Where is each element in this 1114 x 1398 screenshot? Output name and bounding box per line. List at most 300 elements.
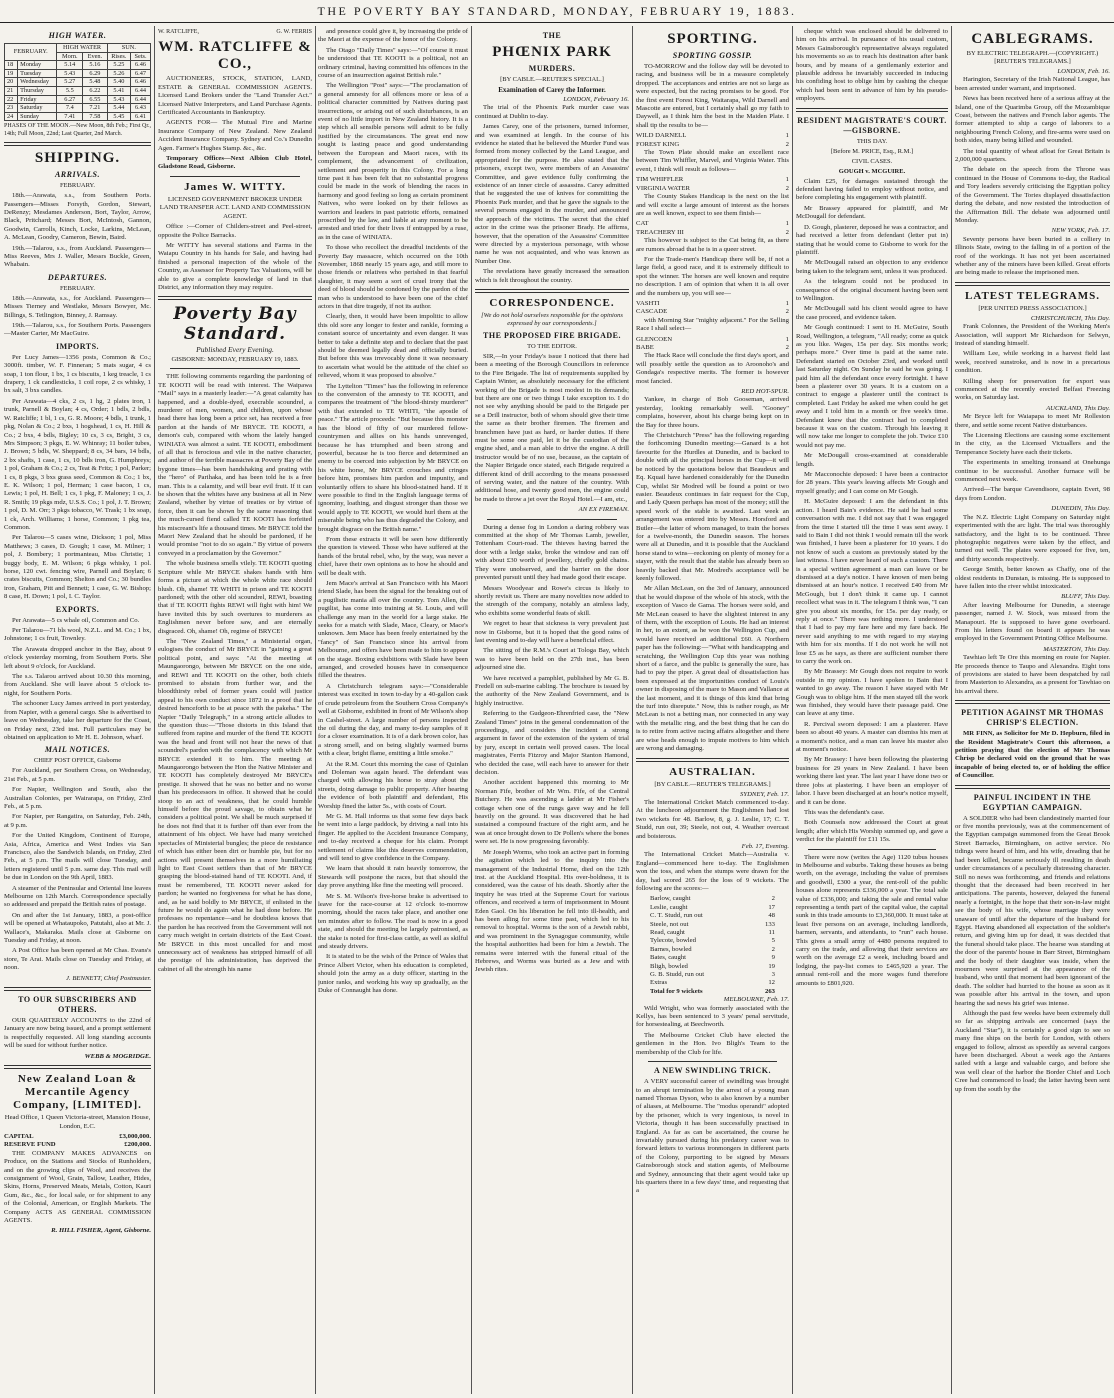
divider: [4, 142, 151, 146]
tide-cell: 7.58: [83, 112, 107, 121]
news-paragraph: Referring to the Gudgeon-Ehrenfried case, the "New Zealand Times" joins in the general condemnation of the proceedings, and considers the incident a strong argument in favor of the extension of the system of trial by jury, except in certain well proved cases. The local magistrates, Ferris Fitzroy and Major Stanton Hamond, who decided the case, will each have to answer for their decision.: [475, 710, 629, 777]
divider: [487, 519, 617, 520]
leader-paragraph: It is stated to be the wish of the Prince of Wales that Prince Albert Victor, when his education is completed, should join the army as a duty officer, starting in the junior ranks, and working his way up gradually, as the Duke of Connaught has done.: [318, 953, 468, 995]
news-paragraph: We have received a pamphlet, published by Mr G. B. Fredell on sub-marine cabling. The brochure is issued by the authority of the New Zealand Government, and is highly instructive.: [475, 674, 629, 707]
phoenix-byline: [BY CABLE.—REUTER'S SPECIAL.]: [500, 76, 604, 83]
subscribers-heading: TO OUR SUBSCRIBERS AND OTHERS.: [18, 995, 137, 1015]
divider: [475, 289, 629, 293]
tip-value: 1: [785, 335, 789, 343]
tide-col-head: Even.: [83, 52, 107, 61]
editorial-continued: [318, 28, 468, 996]
tide-group: HIGH WATER: [57, 44, 107, 53]
tide-row: [5, 61, 151, 70]
court-paragraph: Mr Brassey appeared for plaintiff, and Mr McDougall for defendant.: [796, 204, 948, 221]
correspondence-note: [We do not hold ourselves responsible for the opinions expressed by our correspondents.]: [481, 311, 623, 327]
import-entry: Per Arawata—4 cks, 2 cs, 1 hg, 2 plates iron, 1 trunk, Parnell & Boylan; 4 cs, Order; 1 bdls, 2 bdls, W. Ratcliffe; 1 bl, 1 cs, G. R. Moore; 4 bdls, 1 trunk, 1 pkg, Nolan & Co.; 2 bxs, 1 hogshead, 1 cs, H. Hill & Co.; 2 bxs, 4 bdls, Bigley; 10 cs, 3 cs, Bright, 3 cs, Mrs Simpson; 3 pkgs, E. W. Whinray; 11 boiler tubes, J. Brown; 5 bdls, W. Sheppard; 8 cs, 34 bars, 14 bdls, 2 bx shafts, 1 case, 1 cs, 10 bdls iron, G. Humphreys; 1 pol, Graham & Co.; 2 cs, Teat & Fritz; 1 pol, Parker; 1 cs, 8 pkgs, 3 bxs grass seed, Common & Co.; 1 bx, E. K. Wilson; 1 pol, Herman; 1 case bacon, 1 cs, Lewis; 1 pol, H. Bell; 1 cs, 1 pkg, F. Maloney; 1 cs, J. R. Smith; 19 pkgs mdz, U.S.S. Co.; 1 pol, J. T. Brown; 1 pol, D. M. Orr; 3 pkgs tobacco, W. Trask; 1 bx soap, 1 ck, Arch. Williams; 1 horse, Common; 1 pkg tea, Common.: [4, 397, 151, 531]
tip-list: [636, 300, 789, 317]
letter-signature: AN EX FIREMAN.: [578, 506, 629, 514]
divider: [4, 1065, 151, 1069]
letter-to-editor: TO THE EDITOR.: [527, 342, 577, 350]
tide-col-head: Morn.: [57, 52, 83, 61]
telegram-text: The experiments in smelting ironsand at Onehunga continue to be successful. Another furnace will be commenced next week.: [955, 459, 1110, 484]
ratcliffe-office: Temporary Offices—Next Albion Club Hotel, Gladstone Road, Gisborne.: [158, 155, 312, 171]
cable-text: The total quantity of wheat afloat for Great Britain is 2,000,000 quarters.: [955, 147, 1110, 164]
arrivals-list: [4, 192, 151, 270]
tide-cell: 6.47: [131, 69, 151, 78]
gossip-paragraph: The Town Plate should make an excellent race between Tim Whiffler, Marvel, and Virginia Water. This event, I think will result as follows—: [636, 149, 789, 173]
telegram-text: The Licensing Elections are causing some excitement in the city, as the Licensed Victuallers and the Temperance Society have each their tickets.: [955, 432, 1110, 456]
telegram-dateline: CHRISTCHURCH, This Day.: [1030, 314, 1110, 322]
leader-paragraph: THE following comments regarding the pardoning of TE KOOTI will be read with interest. The Waipawa "Mail" says in a masterly leader:—"A great calamity has happened, and a double-dyed, execrable scoundrel, a murderer of men, women, and children, upon whose head there has long been a price set, has received a free pardon at the hands of Mr BRYCE. TE KOOTI, a demon's cub, compared with whom the lately hanged WINIATA was almost a saint. TE KOOTI, embodiment of all that is ferocious and vile in the native character, and author of the terrible massacres at Poverty Bay of the bygone times—has been handshaking and prating with the "hero" of Parihaka, and has been told he is a free man. This is a calamity, and will bear evil fruit. If it can be shown that the whites have any business at all in New Zealand, whether by virtue of treaties or by virtue of force, then it can be shown by the same reasoning that the much-cursed fiend called TE KOOTI has forfeited his miscreant's life a thousand times. Mr BRYCE told the Maori New Zealand that he should be pardoned, if he would promise "not to do so again." By virtue of powers conveyed in a proclamation by the Governor.": [158, 373, 312, 557]
rm-day: THIS DAY.: [856, 137, 888, 145]
subscribers-notice: OUR QUARTERLY ACCOUNTS to the 22nd of January are now being issued, and a prompt settlement is respectfully requested. All long standing accounts will be sued for without further notice.: [4, 1017, 151, 1050]
tide-cell: 5.26: [107, 69, 131, 78]
cablegrams-list: [955, 68, 1110, 278]
telegram-dateline: AUCKLAND, This Day.: [1046, 404, 1110, 412]
rm-before: [Before M. PRICE, Esq., R.M.]: [830, 147, 914, 155]
sport-paragraph: The Christchurch "Press" has the following regarding the forthcoming Dunedin meeting:—Ganard is a hot favourite for the Hurdles at Dunedin, and is backed to double with all the principal horses in the Cup—it will be noticed by the quotations below that Beaudeux and Eq. Kquail have hardened considerably for the Dunedin Cup, whilst Sir Modred will be found a point or two easier. Beaudeux continues in fair request for the Cup, and Lady Queen perhaps has most of the money; still the speed work of the stable is awaited. Last week an arrangement was entered into by Messrs. Horsford and Butler—the latter of whom managed, to train the horses for a twelve-month, the Dunedin season. The horses were all at Dunedin, and it is possible that the Auckland horse stand to wins—reckoning on plenty of money for a stayer, with the result that the stable has already been so heavily backed that Mr. Modred's acceptance will be keenly followed.: [636, 432, 789, 582]
score: [650, 921, 775, 929]
score-value: 2: [771, 895, 775, 903]
telegram-dateline: BLUFF, This Day.: [1061, 593, 1110, 601]
gossip-text: [636, 317, 789, 334]
score: [650, 979, 775, 987]
leader-paragraph: A Christchurch telegram says:—"Considerable interest was excited in town to-day by a 40-gallon cask of crude petroleum from the Southern Cross Company's well at Gisborne, exhibited in front of Mr Wilson's shop in Cashel-street. A large number of persons inspected the oil during the day, and many to-day samples of it for a closer examination. It is of a dark brown color, has a strong smell, and on being slightly warmed burns with a clear, bright flame, emitting a little smoke.": [318, 682, 468, 758]
departures-heading: DEPARTURES.: [47, 272, 108, 282]
score: [650, 954, 775, 962]
court-paragraph: R. Percival sworn deposed: I am a plasterer. Have been so about 40 years. A master can dismiss his men at a moment's notice, and a man can leave his master also at moment's notice.: [796, 720, 948, 754]
latest-telegrams-list: [955, 315, 1110, 696]
cricket-report: The International Cricket Match commenced to-day. At the luncheon adjournment the Englishmen had lost two wickets for 48. Barlow, 8, g. J. Leslie, 17; C. T. Studd, run out, 39; Steele, not out, 4. Weather overcast and boisterous.: [636, 798, 789, 840]
tip-list: [636, 220, 789, 237]
tide-cell: 6.46: [131, 78, 151, 87]
gossip-text: [636, 237, 789, 298]
score-value: 17: [768, 903, 775, 911]
tide-row: [5, 112, 151, 121]
tip-value: 1: [785, 132, 789, 140]
court-paragraph: H. McGuire deposed: I am the defendant in this action. I heard Bain's evidence. He said he had some conversation with me. I did not say that I was engaged from the time I started till the time I was sent away. I said to Bain I did not think I would remain till the work was finished, I have been a plasterer for 10 years. I do not know of such a custom as previously stated by the last witness. I have never heard of such a custom. There is a special written agreement a man can leave or be dismissed at a day's notice. I have known of men being dismissed at an hour's notice. I received £40 from Mr McGough, but I don't think it came up. I cannot recollect what was in it. The telegram I think was, "I can give you about six months, for 15s. per day ready, or reply at once." There was nothing more. I understood that I had to pay my fare here and my fare back. He never said anything to me with regard to my staying with him for six months. If I do not work he will not lose £5 as he says, as there are sufficient number there to carry the work on.: [796, 498, 948, 665]
column-4: [475, 28, 629, 1394]
telegram-text: The N.Z. Electric Light Company on Saturday night experimented with the arc light. The trial was thoroughly satisfactory, and the light is to be continued. Three photographic negatives were taken by the effect, and turned out well. The plates were exposed for five, ten, and thirty seconds respectively.: [955, 513, 1110, 563]
shipping-notes: [4, 646, 151, 742]
divider: [170, 368, 300, 369]
australian-dateline: MELBOURNE, Feb. 17.: [723, 996, 789, 1004]
column-rule: [315, 26, 316, 1394]
court-paragraph: As the telegram could not be produced in consequence of the original document having been sent to Wellington.: [796, 278, 948, 302]
tide-cell: 24: [5, 112, 18, 121]
tide-cell: 5.43: [107, 95, 131, 104]
australian-dateline: SYDNEY, Feb. 17.: [740, 790, 789, 798]
tide-cell: 7.4: [57, 104, 83, 113]
article-paragraph: The revelations have greatly increased the sensation which is felt throughout the country.: [475, 268, 629, 284]
total-value: 263: [764, 987, 775, 995]
tip-value: 1: [785, 176, 789, 184]
witty-body: LICENSED GOVERNMENT BROKER UNDER LAND TRANSFER ACT. LAND AND COMMISSION AGENT.: [159, 195, 311, 220]
court-paragraph: Mr McDougall cross-examined at considerable length.: [796, 452, 948, 468]
score-value: 5: [771, 937, 775, 945]
import-entry: Per Talarou—5 cases wine, Dickson; 1 pol, Miss Matthews; 3 cases, D. Gough; 1 case, M. Milner; 1 pol, J. Bombery; 1 portmanteau, Miss Christie; 1 buggy body, E. M. Wilson; 6 pkgs whisky, 1 pol. horse, 120 cwt. fencing wire, Parnell and Boylan; 6 crates biscuits, Common; Shelton and Co.; 30 bundles iron, Graham, Pitt and Bennett; 1 case, G. W. Bishop; 8 case, H. Down; 1 pol, I. C. Taylor.: [4, 534, 151, 601]
score-label: G. B. Studd, run out: [650, 971, 705, 979]
tip-value: 2: [785, 184, 789, 192]
phoenix-heading-small: THE: [542, 31, 562, 40]
divider: [796, 108, 948, 112]
phoenix-subhead: Examination of Carey the Informer.: [498, 86, 606, 94]
tide-cell: 23: [5, 104, 18, 113]
phoenix-article: [475, 104, 629, 285]
leader-paragraph: At the R.M. Court this morning the case of Quinlan and Doleman was again heard. The defendant was charged with allowing his horse to stray about the streets, doing damage to public property. After hearing the evidence of both plaintiff and defendant, His Worship fined the latter 5s., with costs of Court.: [318, 760, 468, 810]
cable-dateline: NEW YORK, Feb. 17.: [1051, 227, 1110, 235]
latest-byline: [PER UNITED PRESS ASSOCIATION.]: [978, 304, 1087, 312]
court-paragraph: This was the defendant's case.: [804, 808, 885, 816]
gossip-paragraph: The Hack Race will conclude the first day's sport, and will possibly settle the question as to Aroonoho's and Gondaga's respective merits. The former is however most fancied.: [636, 352, 789, 385]
tide-col-head: Rises.: [107, 52, 131, 61]
column-rule: [154, 26, 155, 1394]
leader-paragraph: Mr S. M. Wilson's five-horse brake is advertised to leave for the race-course at 12 o'clock to-morrow morning, should the races take place, and another one ten minutes after to follow. The road is now in a good state, and should the meeting be largely patronised, as the stake is noted for first-class cattle, as well as skilful and steady drivers.: [318, 892, 468, 951]
score-label: Barlow, caught: [650, 895, 691, 903]
moon-phases: PHASES OF THE MOON.—New Moon, 8th Feb.; First Qr., 14th; Full Moon, 22nd; Last Quarter, 2nd March.: [4, 123, 151, 137]
sporting-paragraphs: [636, 396, 789, 753]
column-2: [158, 28, 312, 1394]
column-6: [796, 28, 948, 1394]
tide-cell: 5.14: [57, 61, 83, 70]
column-7: [955, 28, 1110, 1394]
arrivals-heading: ARRIVALS.: [54, 170, 101, 180]
ad-partners: [158, 28, 312, 36]
tide-cell: 6.22: [83, 86, 107, 95]
tide-cell: 7.41: [57, 112, 83, 121]
tip-label: GLENCOEN: [636, 335, 673, 343]
column-1: [4, 28, 151, 1394]
rm-court-heading: RESIDENT MAGISTRATE'S COURT.—GISBORNE.: [797, 115, 947, 135]
telegram-text: After leaving Melbourne for Dunedin, a steerage passenger, named J. W. Stock, was missed from the Manapouri. He is supposed to have gone overboard. From his letters found on board it appears he was employed in the Government Printing Office Melbourne.: [955, 601, 1110, 643]
tide-cell: 5.16: [83, 61, 107, 70]
tide-row: [5, 104, 151, 113]
score-value: 48: [768, 912, 775, 920]
witty-office: Office :—Corner of Childers-street and Peel-street, opposite the Police Barracks.: [158, 223, 312, 239]
tide-row: [5, 69, 151, 78]
mail-subheading: CHIEF POST OFFICE, Gisborne: [33, 757, 122, 765]
tip-value: 1: [785, 220, 789, 228]
local-news: [475, 524, 629, 975]
subscribers-signature: WEBB & MOGRIDGE.: [84, 1052, 151, 1060]
gossip-paragraph: The County Stakes Handicap is the next on the list and will excite a large amount of interest as the horses are as well known, expect to see them finish—: [636, 193, 789, 217]
tip-label: WILD DARNELL: [636, 132, 687, 140]
news-paragraph: Mr Joseph Worms, who took an active part in forming the agitation which led to the inquiry into the management of the Industrial Home, died on the 12th inst. at the Auckland Hospital. His over-boldness, it is considered, was the cause of his death. Shortly after the inquiry he was tried at the Supreme Court for various offences, and received a term of imprisonment in Mount Eden Gaol. On his liberation he fell into ill-health, and has been ailing for some time past, which led to his removal to hospital. Worms is the son of a Jewish rabbi, and was prominent in the Synagogue community, while the hospital authorities had been for him a Jewish. The remains were interred with the funeral ritual of the Hebrews, and Worms was buried as a Jew and with Jewish rites.: [475, 848, 629, 974]
capital-label: CAPITAL: [4, 1132, 34, 1140]
telegram-text: Arrived—The barque Cavendisore, captain Evert, 98 days from London.: [955, 486, 1110, 502]
cablegrams-byline: BY ELECTRIC TELEGRAPH.—(COPYRIGHT.) [REUTER'S TELEGRAMS.]: [966, 50, 1099, 65]
telegram-dateline: DUNEDIN, This Day.: [1051, 505, 1110, 513]
leader-paragraph: and presence could give it, by increasing the pride of the Maori at the expense of the honor of the Colony.: [318, 28, 468, 44]
mail-notice: For Napier, Wellington and South, also the Australian Colonies, per Wairarapa, on Friday, 23rd Feb., at 5 p.m.: [4, 786, 151, 810]
departure-entry: 18th.—Arawata, s.s., for Auckland. Passengers—Misses Tierney and Westlake, Messrs Bowyer, Mc. Billings, S. Tetlington, Binney, J. Ramsay.: [4, 294, 151, 319]
ratcliffe-body: AUCTIONEERS, STOCK, STATION, LAND, ESTATE & GENERAL COMMISSION AGENTS. Licensed Land Brokers under the "Land Transfer Act." Licensed Native Interpreters, and Land Purchase Agents. Certificated Accountants in Bankruptcy.: [158, 75, 312, 117]
column-5: [636, 28, 789, 1394]
article-paragraph: James Carey, one of the prisoners, turned informer, and was examined at length. In the course of his evidence he stated that he believed the Murder Fund was formed from money collected by the Land League, and appropriated for the purpose. He also stated that the prisoners, except two, were members of an Assassins' Committee, and gave evidence fully confirming the existence of an inner circle of assassins. Carey admitted that he suggested the use of knives for committing the Phoenix Park murder, and that he gave the signals to the several persons engaged in the murder, and announced the approach of the victims. The secret that the chief actor in the crime was the prisoner Brady. He affirms, however, that the operation of the Assassins' Committee were directed by a mysterious personage, with whose name he was not acquainted, and who was known as Number One.: [475, 123, 629, 265]
score: [650, 895, 775, 903]
nzloan-heading: New Zealand Loan & Mercantile Agency Company, [LIMITED].: [13, 1073, 142, 1112]
telegram-text: Mr Bryce left for Waiapapa to meet Mr Rolleston there, and settle some recent Native disturbances.: [955, 413, 1110, 429]
column-3: [318, 28, 468, 1394]
score: [650, 929, 775, 937]
tip-list: [636, 176, 789, 193]
tip-label: VASHTI: [636, 299, 660, 307]
tide-cell: 22: [5, 95, 18, 104]
score-label: Tylecote, bowled: [650, 937, 696, 945]
tide-cell: Friday: [18, 95, 57, 104]
mail-signature: J. BENNETT, Chief Postmaster.: [66, 974, 151, 982]
column-rule: [632, 26, 633, 1394]
tide-cell: Sunday: [18, 112, 57, 121]
score-label: Bligh, bowled: [650, 962, 688, 970]
tide-cell: 5.5: [57, 86, 83, 95]
export-entry: Per Talarou—71 bls wool, N.Z.L. and M. Co.; 1 bx, Johnstone; 1 cs fruit, Townley.: [4, 627, 151, 643]
gossip-paragraph: This however is subject to the Cat being fit, as there are rumors abroad that he is in a queer street.: [636, 237, 789, 253]
court-paragraph: Both Counsels now addressed the Court at great length; after which His Worship summed up, and gave a verdict for the plaintiff for £11 15s.: [796, 819, 948, 844]
mail-notice: For the United Kingdom, Continent of Europe, Asia, Africa, America and West Indies via San Francisco, also the Sandwich Islands, on Friday, 23rd Feb., at 5 p.m. The mails will close Tuesday, and letters registered until 5 p.m. same day. This mail will be due in London on the 9th April, 1883.: [4, 832, 151, 882]
departures-list: [4, 295, 151, 339]
tip: [636, 132, 789, 140]
mail-notice: For Napier, per Rangatira, on Saturday, Feb. 24th, at 9 p.m.: [4, 813, 151, 829]
score-label: Barnes, bowled: [650, 945, 692, 953]
tip: [636, 229, 789, 237]
tip: [636, 344, 789, 352]
tip: [636, 185, 789, 193]
divider: [636, 758, 789, 762]
tide-cell: 20: [5, 78, 18, 87]
tide-cell: Tuesday: [18, 69, 57, 78]
ratcliffe-agents: AGENTS FOR— The Mutual Fire and Marine Insurance Company of New Zealand. New Zealand Accident Insurance Company. Sydney and Co.'s Dunedin Agen. Farmer's Hughes Stamp. &c., &c.: [158, 119, 312, 152]
court-paragraph: Claim £25, for damages sustained through the defendant having failed to employ without notice, and before completing his engagement with plaintiff.: [796, 177, 948, 202]
score-value: 3: [771, 971, 775, 979]
egypt-heading: PAINFUL INCIDENT IN THE EGYPTIAN CAMPAIGN.: [973, 792, 1092, 812]
tip-list: [636, 132, 789, 149]
gossip-text: [636, 352, 789, 386]
divider: [4, 987, 151, 991]
telegram-text: Frank Colonnes, the President of the Working Men's Association, will support Mr Richardson for Selwyn, instead of standing himself.: [955, 323, 1110, 347]
tip-value: 2: [785, 344, 789, 351]
tide-heading: HIGH WATER.: [48, 31, 107, 40]
tide-cell: Saturday: [18, 104, 57, 113]
tide-cell: 6.44: [131, 86, 151, 95]
tip-value: 2: [785, 140, 789, 148]
gossip-paragraph: with Morning Star "mighty adjacent." For the Selling Race I shall select—: [636, 316, 789, 333]
capital-value: £3,000,000.: [119, 1132, 151, 1140]
tide-cell: 6.44: [131, 95, 151, 104]
tide-cell: 6.43: [131, 104, 151, 113]
leader-paragraph: We learn that should it rain heavily tomorrow, the Stewards will postpone the races, but that should the day prove anything like fine the meeting will proceed.: [318, 865, 468, 890]
mail-notice: A steamer of the Peninsular and Oriental line leaves Melbourne on 12th March. Correspondence specially so addressed and prepaid the British rates of postage.: [4, 884, 151, 909]
arrival-entry: 18th.—Arawata, s.s., from Southern Ports. Passengers—Misses Forsyth, Gordon, Stewart, DeRenzy; Mesdames Anderson, Bort, Taylor, Arrow, Black, Pritchard; Messrs Bort, McIntosh, Gannon, Goodwin, Carrolls, Kinch, Locke, Larkins, McLean, A. McLean, Goodry, Cameron, Bewin, Baird.: [4, 192, 151, 242]
court-paragraph: D. Gough, plasterer, deposed he was a contractor, and had received a letter from defendant (letter put in) stating that he would come to Gisborne to work for the plaintiff.: [796, 223, 948, 256]
tip-label: FOREST KING: [636, 140, 680, 148]
tide-cell: 5.43: [57, 69, 83, 78]
article-paragraph: cheque which was enclosed should be delivered to him on his arrival. In pursuance of his usual custom, Messrs Gainsborough's representative always regulated his movements so as to reach his destination after bank hours, and by means of a gentlemanly exterior and plausible address he invariably succeeded in inducing his confiding host to oblige him by cashing the cheque which had been sent in advance of him by his pseudo-employers.: [796, 28, 948, 103]
score-value: 12: [768, 979, 775, 987]
telegram-text: Killing sheep for preservation for export was commenced at the recently erected Belfast Freezing works, on Saturday last.: [955, 377, 1110, 402]
cable-text: Harington, Secretary of the Irish National League, has been arrested under warrant, and imprisoned.: [955, 76, 1110, 92]
leader-paragraph: The whole business smells vilely. TE KOOTI quoting Scripture while Mr BRYCE shakes hands with him forms a picture at which the whole white race should blush. Oh, shame! TE WHITI in prison and TE KOOTI pardoned; with the other old scoundrel, REWI, boasting that if TE KOOTI fights REWI will fight with him! We have invited this by such overtures to murderers as Englishmen never before saw, and are eternally disgraced. Oh, shame! Oh, regime of BRYCE!: [158, 560, 312, 635]
cable-text: The debate on the speech from the Throne was continued in the House of Commons to-day, the Radical and Tory leaders severely criticising the Egyptian policy of the Government. The Tories displayed dissatisfaction during the debate, and now resisted the introduction of the Affirmation Bill. The debate was adjourned until Monday.: [955, 166, 1110, 224]
nzloan-reserve: [4, 1141, 151, 1149]
court-paragraph: By Mr Brassey: Mr Gough does not require to work outside in my opinion. I have spoken to Bain that I wanted to go away. The reason I have stayed with Mr Gough was to oblige him. If the men stayed till the work was finished, they would have their passage paid. One can leave at any time.: [796, 668, 948, 718]
score: [650, 937, 775, 945]
tip: [636, 308, 789, 316]
tide-cell: 5.48: [83, 78, 107, 87]
leader-paragraph: Mr G. M. Hall informs us that some few days back he went into a large paddock, by driving a nail into his finger. He applied to the Accident Insurance Company, and to-day received a cheque for his claim. Prompt settlement of claims like this deserves commendation, and will tend to give confidence in the Company.: [318, 812, 468, 862]
leader-paragraph: Jem Mace's arrival at San Francisco with his Maori friend Slade, has been the signal for the breaking out of a pugilistic mania all over the country. Tom Allen, the pugilist, has come into training at St. Louis, and will challenge any man in the world for a large stake. He seeks for a match with Slade, Mace, Cleary, or Mace's unknown. Jem Mace has been freely entertained by the "fancy" of San Francisco since his arrival from Melbourne, and offers have been made to him to appear on the stage. Boxing exhibitions with Slade have been arranged, and crowded houses have in consequence filled the theatres.: [318, 580, 468, 680]
divider: [170, 176, 300, 177]
tide-cell: Monday: [18, 61, 57, 70]
divider: [955, 282, 1110, 286]
tide-cell: 7.21: [83, 104, 107, 113]
page-header: [0, 0, 1114, 23]
divider: [808, 849, 936, 850]
petition-heading: PETITION AGAINST MR THOMAS CHRISP'S ELECTION.: [961, 708, 1104, 728]
court-paragraph: Mr McDougall raised an objection to any evidence being taken to the telegram sent, unless it was produced.: [796, 259, 948, 275]
petition-body: MR FINN, as Solicitor for Mr D. Hepburn, filed in the Resident Magistrate's Court this afternoon, a petition praying that the election of Mr Thomas Chrisp be declared void on the ground that he was incapable of being elected to, or of holding the office of Councillor.: [955, 730, 1110, 780]
court-paragraph: By Mr Brassey: I have been following the plastering business for 29 years in New Zealand. I have been working there last year. The last year I have done two or three jobs at plastering. I have been an employer of labor. I have been discharged at an hour's notice myself, and it can be done.: [796, 756, 948, 806]
gossip-text: [636, 63, 789, 130]
score-value: 11: [768, 929, 775, 936]
gossip-paragraph: TO-MORROW and the follow day will be devoted to racing, and business will be in a measure completely dropped. The acceptances and entries are not so large as were expected, but the racing promises to be good. For the first event Forest King, Waitarapa, Wild Darnell and Mascotte are entered, but I certainly shall go my faith to Daywell, as I think him the best in the Maiden Plate. I shall tip the results to be—: [636, 63, 789, 129]
score-value: 19: [768, 962, 775, 970]
import-entry: Per Lucy James—1356 posts, Common & Co.; 3000ft. timber, W. F. Finneran; 5 mats sugar, 4 cs soap, 1 ton flour, 1 bx, 1 cs biscuits, 1 keg treacle, 1 cs drapery, 1 ck candlesticks, 1 coil rope, 2 cs whisky, 1 bx salt, 3 bxs candles.: [4, 353, 151, 395]
egypt-article: [955, 815, 1110, 1094]
newspaper-nameplate: Poverty Bay Standard.: [173, 304, 297, 345]
tide-col-head: Sets.: [131, 52, 151, 61]
witty-heading: James W. WITTY.: [184, 180, 286, 193]
cable-text: News has been received here of a serious affray at the Island, one of the Quarimba Group, off the Mozambique Coast, between the natives and French labor agents. The former attempted to ship a cargo of laborers to a neighbouring French Colony, and fire-arms were used on both sides, many being killed and wounded.: [955, 95, 1110, 145]
departures-month: FEBRUARY.: [59, 284, 96, 292]
tide-cell: 6.41: [131, 112, 151, 121]
tide-cell: Thursday: [18, 86, 57, 95]
article-paragraph: The trial of the Phoenix Park murder case was continued at Dublin to-day.: [475, 104, 629, 120]
phoenix-heading: PHŒNIX PARK: [492, 44, 612, 60]
column-rule: [471, 26, 472, 1394]
leader-paragraph: The Lyttelton "Times" has the following in reference to the conversion of the amnesty to TE KOOTI, and compares the treatment of "the blood-thirsty murderer" with that extended to TE WHITI, "the apostle of peace." The article proceeds: "But because this monster has the blood of fifty of our murdered fellow-countrymen and allies on his hands unrevenged, because he has triumphed and been strong and powerful, because he is too fierce and determined an enemy to be coerced into subjection by Mr BRYCE on his white horse, Mr BRYCE crouches and cringes before him, promises him pardon and impunity, and voluntarily offers to share his blood-stained hand. If it were possible to find in the English language terms of ignominy, loathing, and disgust stronger than those we would apply to TE KOOTI, we would hurl them at the miserable being who has thus degraded the Colony, and brought disgrace on the British name.": [318, 382, 468, 533]
nzloan-signature: R. HILL FISHER, Agent, Gisborne.: [51, 1227, 151, 1235]
australian-byline: [BY CABLE.—REUTER'S TELEGRAMS.]: [654, 780, 771, 788]
divider: [648, 1061, 777, 1062]
imports-heading: IMPORTS.: [55, 341, 100, 351]
score-value: 133: [764, 920, 775, 928]
correspondence-letter: [475, 353, 629, 504]
tide-row: [5, 95, 151, 104]
court-paragraph: Mr McDougall said his client would agree to have the case proceed, and evidence taken.: [796, 305, 948, 321]
tide-cell: 6.55: [83, 95, 107, 104]
cable-text: Seventy persons have been buried in a colliery in Illinois State, owing to the falling in of a portion of the roof of the workings. It has not yet been ascertained whether any of the miners have been killed. Great efforts are being made to release the imprisoned men.: [955, 235, 1110, 277]
imports-list: [4, 354, 151, 602]
nzloan-capital: [4, 1133, 151, 1141]
tide-cell: 5.41: [107, 86, 131, 95]
gossip-text: [636, 149, 789, 174]
news-paragraph: We regret to hear that sickness is very prevalent just now in Gisborne, but it is hoped that the good rains of last evening and to-day will have a beneficial effect.: [475, 620, 629, 644]
public-houses-paragraph: [796, 854, 948, 989]
tip-label: CAT: [636, 220, 649, 228]
tide-cell: Wednesday: [18, 78, 57, 87]
score: [650, 912, 775, 920]
gossip-paragraph: For the Trade-men's Handicap there will be, if not a large field, a good race, and it is extremely difficult to spot the winner. The horses are well known and require no description. I am of opinion that when it is all over and the numbers up, you will see—: [636, 255, 789, 297]
score-label: Read, caught: [650, 929, 685, 936]
reserve-label: RESERVE FUND: [4, 1141, 56, 1149]
swindle-heading: A NEW SWINDLING TRICK.: [654, 1066, 771, 1076]
mail-notices: [4, 767, 151, 972]
divider: [158, 296, 312, 300]
news-paragraph: The Melbourne Cricket Club have elected the gentlemen in the Hon. Ivo Bligh's Team to the membership of the Club for life.: [636, 1031, 789, 1056]
tide-cell: 6.27: [57, 95, 83, 104]
tip-list: [636, 336, 789, 353]
tip: [636, 336, 789, 344]
shipping-note: The schooner Lucy James arrived in port yesterday, from Napier, with a general cargo. She is advertised to leave on Wednesday, take her departure for the Coast, on Friday next, 23rd inst. Full particulars may be obtained on application to Mr H. E. Johnson, wharf.: [4, 700, 151, 741]
cricket-report: The International Cricket Match—Australia v. England—commenced here to-day. The Englishmen won the toss, and when the stumps were drawn for the day, had scored 265 for the loss of 9 wickets. The following are the scores:—: [636, 851, 789, 892]
court-paragraph: Mr Gough continued: I sent to H. McGuire, South Road, Wellington, a telegram, "All ready; come as quick as you like. Wages, 15s per day. Six months work; perhaps more." Over time is paid at the same rate. Defendant started on October 23rd, and worked until last Saturday night. On Sunday he said he was going. I paid him all the defendant once every fortnight. I have been a plasterer over 30 years. It is a custom on a contract to engage a plasterer until the contract is completed. Last Friday he asked me when could he get away and I told him in a month or five week's time. Defendant knew that the contract had to completed because it was on the custom. Through his leaving it will now take me longer to complete the job. Twice £10 would not pay me.: [796, 324, 948, 449]
mail-heading: MAIL NOTICES.: [44, 745, 111, 755]
article-paragraph: A VERY successful career of swindling was brought to an abrupt termination by the arrest of a young man named Thomas Dyson, who is also known by a number of aliases, at Melbourne. The "modus operandi" adopted by the prisoner, which is very ingenious, is novel in Victoria, though it has been successfully practised in England. As far as can be ascertained, the course he invariably pursued during his predatory career was to forward letters to various ironmongers in different parts of the Colony, purporting to be signed by Messrs Gainsborough stock and station agents, of Melbourne and Sydney, announcing that their agent would take up his quarters there in a few days' time, and requesting that a: [636, 1078, 789, 1195]
correspondence-heading: CORRESPONDENCE.: [489, 296, 615, 309]
export-entry: Per Arawata—5 cs whale oil, Common and Co.: [12, 616, 140, 624]
news-paragraph: There were now (writes the Age) 1120 tubus houses in Melbourne and suburbs. Taking these houses as being worth, on the average, including the value of premises and goodwill, £300 a year, the rent-roll of the public houses alone represents £336,000 a year. The total sale value of £336,000; and taking the sale and rental value representing a tenth part of the capital value, the capital sunk in this trade amounts to £3,360,000. It must take at least five persons on an average, including landlords, barmen, servants, and attendants, to "run" each house. This gives a small army of 4480 persons required to carry on the trade, and allowing that their services are worth on the average £2 a week, including board and lodging, the pay-list comes to £465,920 a year. The annual rent-roll and the more wages fund therefore amounts to £801,920.: [796, 853, 948, 987]
divider: [955, 700, 1110, 704]
score: [650, 904, 775, 912]
tide-cell: 6.29: [83, 69, 107, 78]
tip: [636, 141, 789, 149]
rm-case-title: GOUGH v. MCGUIRE.: [838, 167, 906, 175]
tide-cell: 5.45: [107, 112, 131, 121]
arrivals-month: FEBRUARY.: [59, 182, 96, 190]
tip: [636, 220, 789, 228]
arrival-entry: 19th.—Talarou, s.s., from Auckland. Passengers—Miss Reeves, Mrs J. Waller, Messrs Buckle, Green, Whabain.: [4, 244, 151, 269]
published-line: Published Every Evening.: [196, 345, 274, 355]
witty-notice: Mr WITTY has several stations and Farms in the Waiapu Country in his hands for Sale, and having had finished a personal inspection of the whole of the Country, as Assessor for Property Tax Valuations, will be able to give a complete knowledge of land in that District, any information they may require.: [158, 241, 312, 291]
tide-month: FEBRUARY.: [5, 44, 57, 61]
scores-total: [636, 988, 789, 996]
tide-cell: 5.44: [107, 104, 131, 113]
news-paragraph: During a dense fog in London a daring robbery was committed at the shop of Mr Thomas Lamb, jeweller, Tottenham Court-road. The thieves having barred the door with a ledge stake, broke the window and ran off with about £30 worth of jewellery, chiefly gold chains. They were unobserved, and the barrier on the door prevented pursuit until they had made good their escape.: [475, 523, 629, 582]
article-paragraph: Although the past few weeks have been extremely dull so far as shipping arrivals are concerned (says the Auckland "Star"), it is certainly a good sign to see so many fine ships on the berth for London, with others engaged to follow, almost as speedily as several cargoes have been discharged. About a week ago the Antares sailed with a large and valuable cargo, and before she was well clear of the harbor the Border Chief and Loch Cree had commenced to load; the latter having been sent up from the south by the: [955, 1010, 1110, 1093]
column-rule: [792, 26, 793, 1394]
score-label: C. T. Studd, run out: [650, 912, 703, 920]
news-paragraph: The sitting of the R.M.'s Court at Tologa Bay, which was to have been held on the 27th inst., has been adjourned sine die.: [475, 647, 629, 672]
news-paragraph: Another accident happened this morning to Mr Norman Fife, brother of Mr Wm. Fife, of the Central Butchery. He was ascending a ladder at Mr Fisher's cottage when one of the rungs gave way and he fell heavily on the ground. It was discovered that he had sustained a compound fracture of the right arm, and he was at once brought down to Dr Pollen's where the bones were set. He is now progressing favorably.: [475, 779, 629, 846]
tip-label: BABE: [636, 344, 654, 351]
tip-label: CASCADE: [636, 308, 668, 316]
leader-paragraph: The Otago "Daily Times" says:—"Of course it must be understood that TE KOOTI is a political, not an ordinary criminal, having committed his offences in the course of an insurrection against British rule.": [318, 46, 468, 80]
news-paragraph: Messrs Woodyear and Rowe's circus is likely to shortly revisit us. There are many novelties now added to the strength of the company, notably an aimless lady, who exhibits some wonderful feats of skill.: [475, 584, 629, 617]
rm-court-report: [796, 178, 948, 845]
tide-cell: 21: [5, 86, 18, 95]
total-label: Total for 9 wickets: [650, 987, 703, 995]
telegram-dateline: MASTERTON, This Day.: [1043, 645, 1110, 653]
score-value: 9: [771, 954, 775, 962]
tip: [636, 176, 789, 184]
leader-paragraph: Clearly, then, it would have been impolitic to allow this old sore any longer to fester and rankle, forming a constant source of uncertainty and even danger. It was better to take a definite step and to declare that the past should be deemed legally dead and officially buried. But before this was irrevocably done it was necessary to ascertain what would be the attitude of the chief so relieved, whom it was proposed to absolve.": [318, 313, 468, 380]
tide-table: [4, 43, 151, 121]
leader-paragraph: From these extracts it will be seen how differently the question is viewed. Those who have suffered at the hands of the brutal rebel, who, by the way, was never a chief, have their own opinions as to how he should and will be dealt with.: [318, 535, 468, 577]
nzloan-body: THE COMPANY MAKES ADVANCES on Produce, on the Stations and Stocks of Runholders, and on the growing clips of Wool, and receives the consignment of Wool, Grain, Tallow, Leather, Hides, Skins, Horns, Preserved Meats, Metals, Cotton, Kauri Gum, &c., &c., for local sale, or for shipment to any of the Colonial, American, or English Markets. The Company ACTS AS GENERAL COMMISSION AGENTS.: [4, 1149, 151, 1224]
latest-telegrams-heading: LATEST TELEGRAMS.: [965, 289, 1100, 302]
cricket-scores: [636, 895, 789, 987]
letter-paragraph: SIR,—In your Friday's issue I noticed that there had been a meeting of the Borough Councillors in reference to the Fire Brigade. The list of requirements supplied by Captain Winter, as absolutely necessary for the efficient working of the Brigade is most modest in its demands; but there are one or two things I take exception to. I do not see why anything should be paid to the Brigade per se a Drill instructor, both of whom should give their time the same as their brother firemen. The firemen and branchmen have just as hard, or harder duties. If there must be some one paid, let it be the custodian of the engine shed, and a man able to drive the engine. A drill instructor would be of no use, because, as the captain of the Napier Brigade once stated, each Brigade required a different kind of drill according to the means possessed of serving water, and the nature of the country. With additional hose, and twenty good men, the engine could be made to throw a jet over the Royal Hotel.—I am, etc.,: [475, 352, 629, 503]
swindle-article: [636, 1078, 789, 1196]
sporting-heading: SPORTING.: [667, 31, 758, 47]
fire-brigade-heading: THE PROPOSED FIRE BRIGADE.: [483, 330, 621, 340]
mail-notice: A Post Office has been opened at Mr Chas. Evans's store, Te Arai. Mails close on Tuesday and Friday, at noon.: [4, 947, 151, 972]
reserve-value: £200,000.: [124, 1141, 151, 1149]
tide-cell: 5.40: [107, 78, 131, 87]
exports-heading: EXPORTS.: [55, 604, 100, 614]
sport-paragraph: Mr Allan McLean, on the 3rd of January, announced that he would dispose of the whole of his stock, with the exception of Vasco de Gama. The horses were sold, and Mr McLean ceased to have the slightest interest in any of them, with the exception of Louis. He had an interest in her, to an extent, as he won the Wellington Cup, and would have received an additional £60. A Northern paper has the following:—"What with handicapping and scratching, the Wellington Cup this year was nothing short of a farce, and the public is generally the sure, has had to pay the piper. A great deal of dissatisfaction has been expressed at the importunities conduct of Louis's owner in disposing of the mare to Mason and Vallance at the last moment, and it is things of this kind that bring the turf into disrepute." Now, this is rather rough, as Mr McLean is not a betting man, nor connected in any way with the metallic ring, and the best thing that he can do is to retire from active racing affairs altogether and there are wise heads enough to impute motives to him which are wrong and damaging.: [636, 585, 789, 753]
